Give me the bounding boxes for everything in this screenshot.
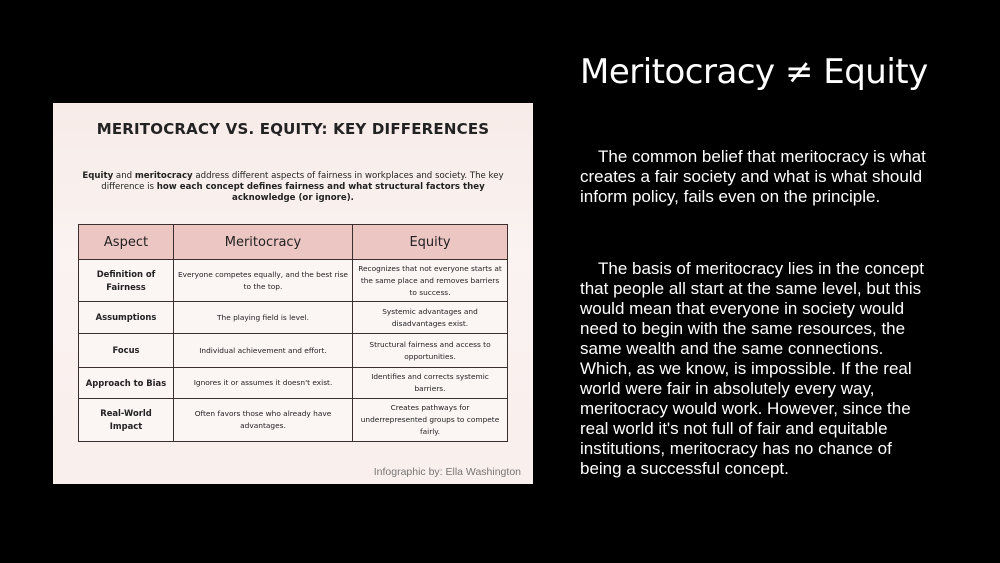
row-meritocracy: Ignores it or assumes it doesn't exist. — [174, 368, 353, 399]
paragraph-text: The common belief that meritocracy is what creates a fair society and what is what should inform policy, fails even on the principle. — [580, 147, 926, 206]
row-aspect: Approach to Bias — [79, 368, 174, 399]
row-aspect: Real-World Impact — [79, 399, 174, 442]
body-paragraph-2 — [580, 259, 930, 479]
header-equity: Equity — [353, 225, 508, 260]
table-header-row — [79, 225, 508, 260]
comparison-table — [78, 224, 508, 442]
row-equity: Identifies and corrects systemic barriers. — [353, 368, 508, 399]
row-meritocracy: The playing field is level. — [174, 302, 353, 334]
intro-term-equity: Equity — [82, 171, 114, 181]
intro-text: address different aspects of fairness in workplaces and society. The key difference is — [101, 171, 504, 192]
paragraph-text: The basis of meritocracy lies in the concept that people all start at the same level, but this would mean that everyone in society would need to begin with the same resources, the same wealth and the same connections. Which, as we know, is impossible. If the real world were fair in absolutely every way, meritocracy would work. However, since the real world it's not full of fair and equitable institutions, meritocracy has no chance of being a successful concept. — [580, 259, 924, 478]
row-aspect: Focus — [79, 334, 174, 368]
intro-text: and — [113, 171, 135, 181]
table-row — [79, 399, 508, 442]
row-aspect: Definition of Fairness — [79, 260, 174, 302]
header-meritocracy: Meritocracy — [174, 225, 353, 260]
row-meritocracy: Everyone competes equally, and the best rise to the top. — [174, 260, 353, 302]
body-paragraph-1 — [580, 147, 930, 207]
row-equity: Creates pathways for underrepresented groups to compete fairly. — [353, 399, 508, 442]
table-row — [79, 368, 508, 399]
row-aspect: Assumptions — [79, 302, 174, 334]
row-equity: Systemic advantages and disadvantages exist. — [353, 302, 508, 334]
row-meritocracy: Individual achievement and effort. — [174, 334, 353, 368]
row-meritocracy: Often favors those who already have advantages. — [174, 399, 353, 442]
intro-term-meritocracy: meritocracy — [134, 171, 193, 181]
infographic-title: MERITOCRACY VS. EQUITY: KEY DIFFERENCES — [96, 120, 490, 138]
header-aspect: Aspect — [79, 225, 174, 260]
table-row — [79, 302, 508, 334]
infographic-intro — [73, 171, 513, 204]
table-row — [79, 334, 508, 368]
table-row — [79, 260, 508, 302]
row-equity: Structural fairness and access to opportunities. — [353, 334, 508, 368]
infographic-image — [53, 103, 533, 484]
slide-title: Meritocracy ≠ Equity — [580, 52, 928, 92]
infographic-credit: Infographic by: Ella Washington — [373, 466, 521, 478]
intro-key-difference: how each concept defines fairness and what structural factors they acknowledge (or ignore). — [156, 182, 485, 203]
row-equity: Recognizes that not everyone starts at the same place and removes barriers to success. — [353, 260, 508, 302]
